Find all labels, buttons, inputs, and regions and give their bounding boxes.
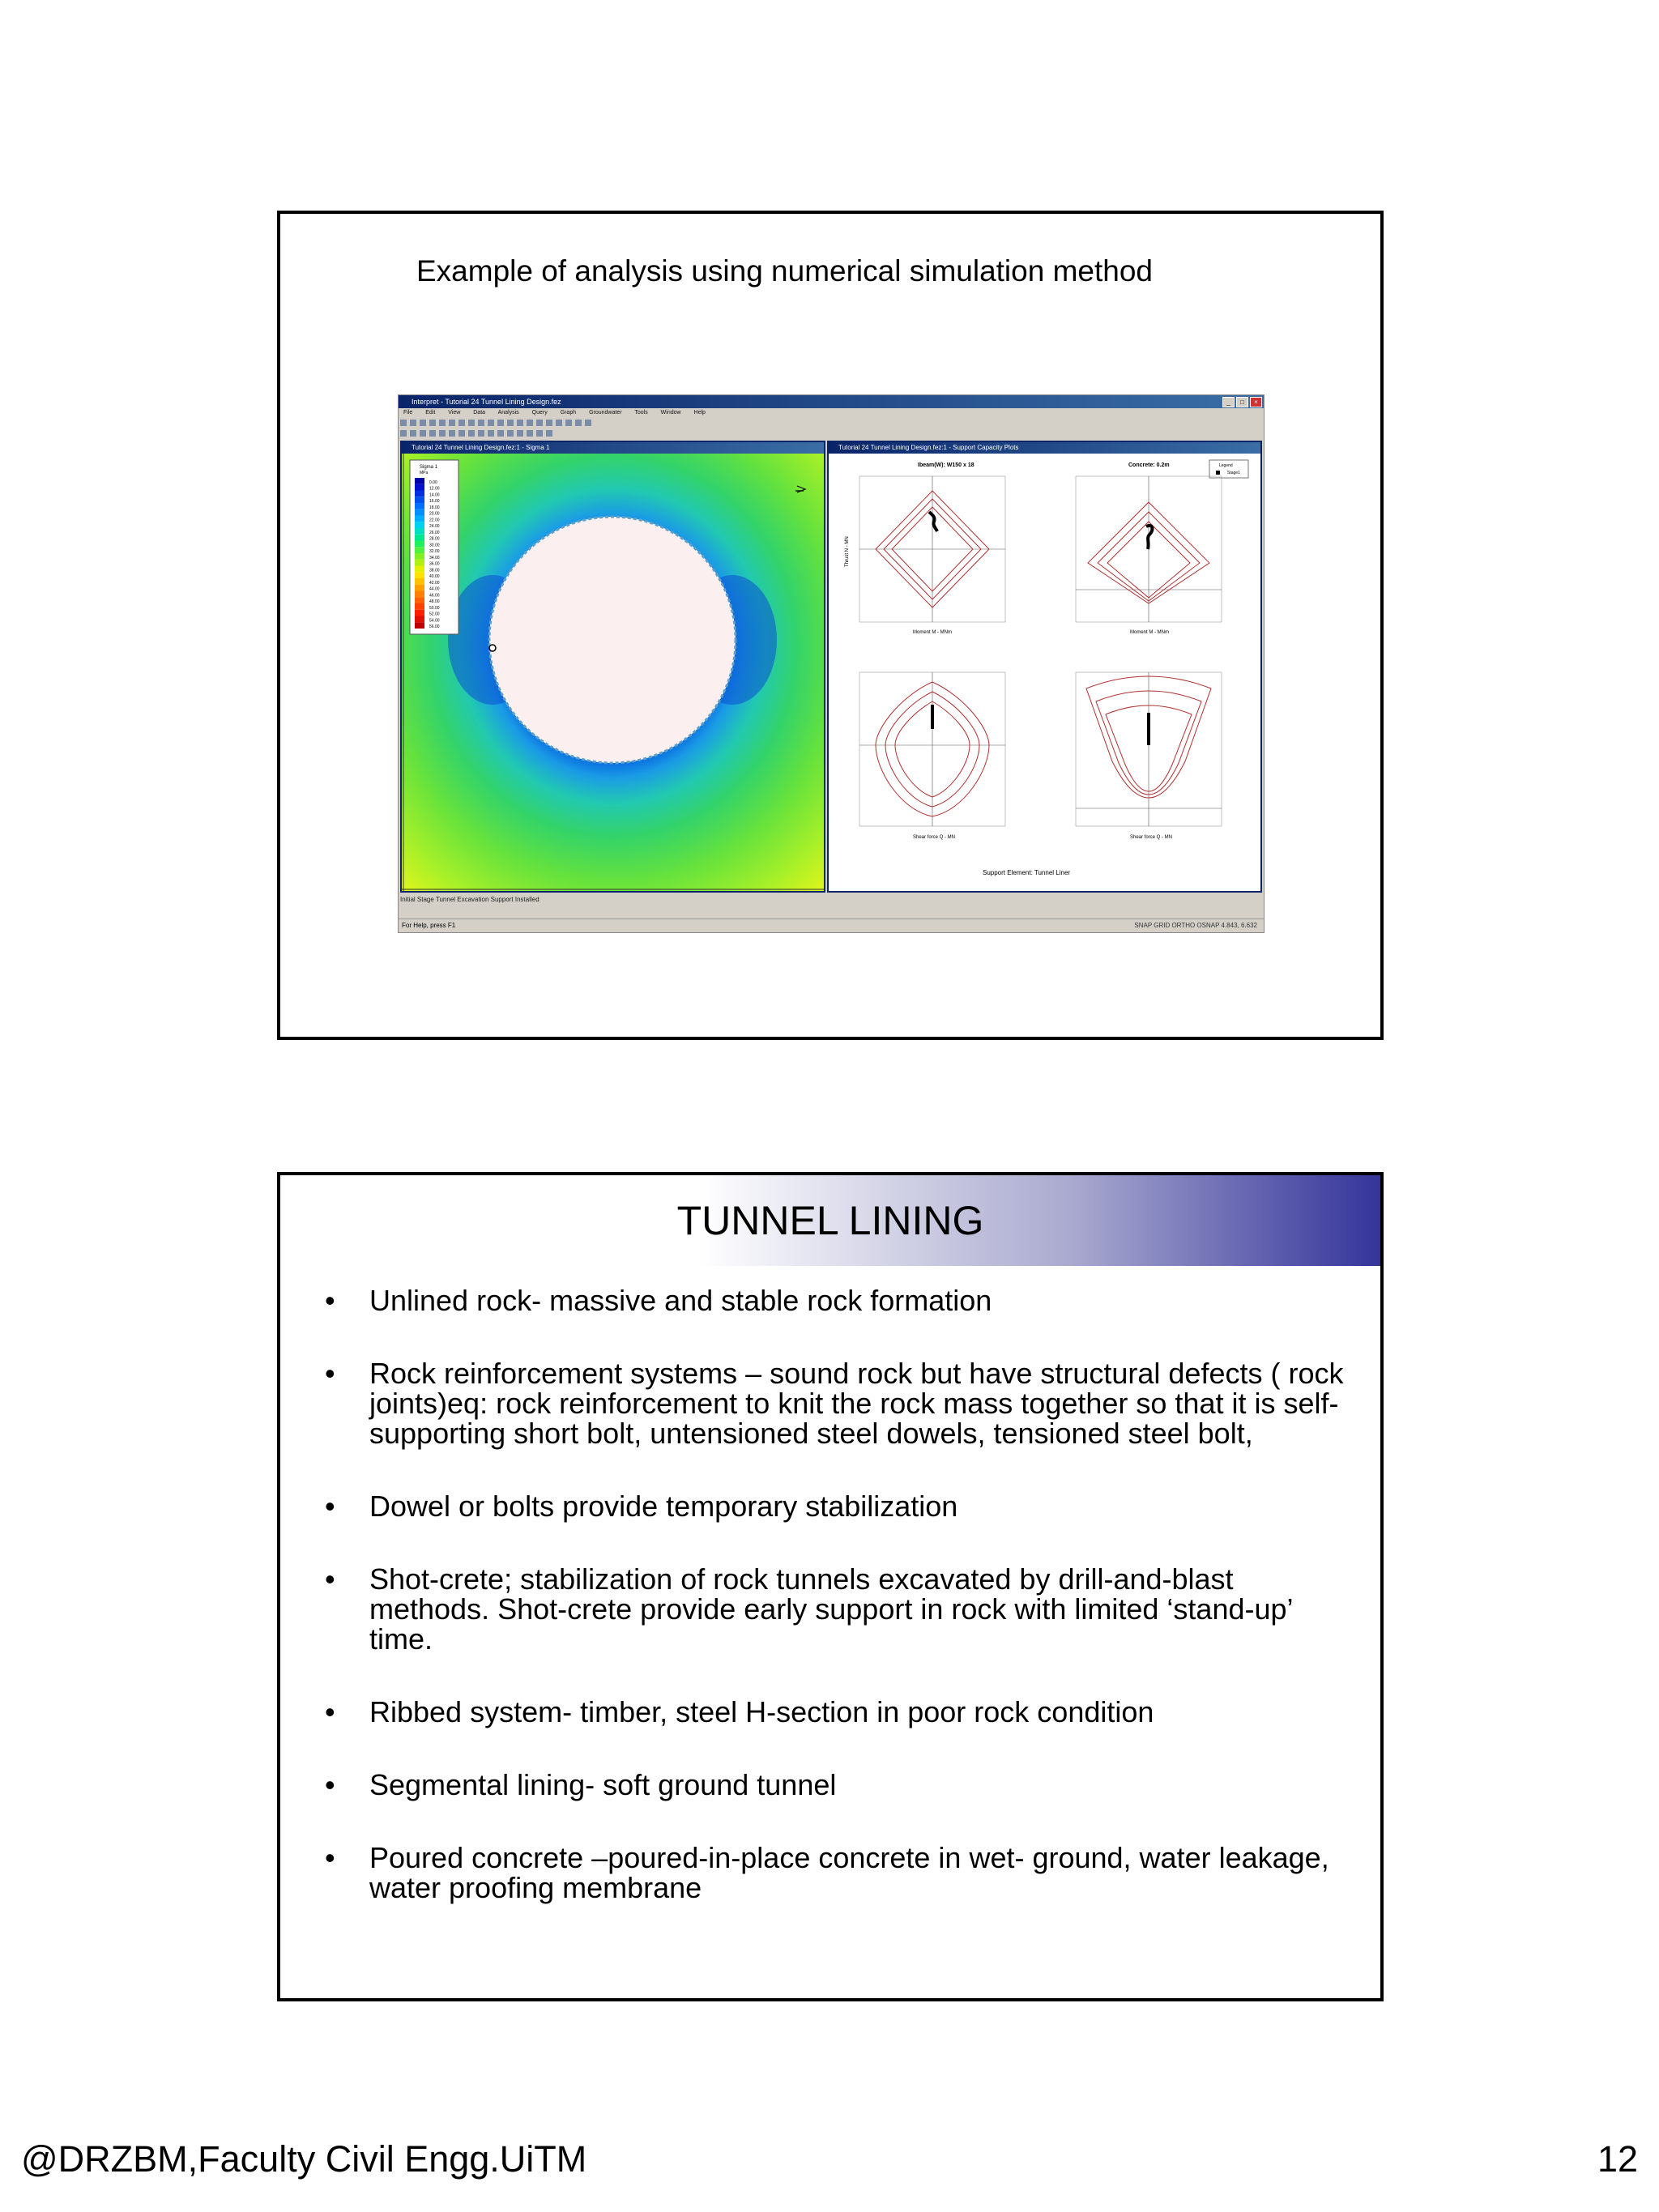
bullet-item: • Rock reinforcement systems – sound rock but have structural defects ( rock joints)eq: rock reinforcement to knit the rock mass together so that it is self-supporting short bolt, untensioned steel dowels, tensioned steel bolt, bbox=[325, 1358, 1354, 1448]
plot-shear-thrust-steel bbox=[859, 672, 1005, 840]
legend-value: 36.00 bbox=[429, 561, 440, 567]
menu-item: Data bbox=[473, 410, 486, 416]
bullet-item: • Ribbed system- timber, steel H-section in poor rock condition bbox=[325, 1697, 1354, 1727]
menu-bar bbox=[399, 408, 1264, 418]
legend-value: 52.00 bbox=[429, 612, 440, 617]
legend-value: 18.00 bbox=[429, 505, 440, 510]
xlabel-shear-concrete: Shear force Q - MN bbox=[1130, 835, 1173, 840]
capacity-plots-pane bbox=[827, 441, 1262, 893]
ylabel-thrust: Thrust N - MN bbox=[845, 536, 850, 567]
menu-item: Query bbox=[531, 410, 548, 416]
legend-value: 38.00 bbox=[429, 568, 440, 573]
bullet-item: • Segmental lining- soft ground tunnel bbox=[325, 1770, 1354, 1800]
pane-title: Tutorial 24 Tunnel Lining Design.fez:1 - Support Capacity Plots bbox=[829, 442, 1260, 454]
menu-item: Tools bbox=[634, 410, 648, 416]
query-point bbox=[489, 645, 496, 651]
menu-item: Edit bbox=[425, 410, 436, 416]
plot-legend-item: Stage1 bbox=[1227, 471, 1240, 475]
legend-value: 24.00 bbox=[429, 524, 440, 529]
support-capacity-plots bbox=[829, 454, 1260, 891]
slide-title: Example of analysis using numerical simulation method bbox=[416, 254, 1153, 288]
legend-swatch bbox=[415, 610, 424, 616]
legend-swatch bbox=[415, 535, 424, 541]
legend-swatch bbox=[415, 478, 424, 484]
contour-pane bbox=[400, 441, 825, 893]
legend-swatch bbox=[415, 572, 424, 578]
plot-moment-thrust-concrete bbox=[1076, 476, 1222, 635]
tunnel-excavation bbox=[489, 517, 736, 763]
bullet-list bbox=[325, 1285, 1354, 1946]
menu-item: Groundwater bbox=[589, 410, 622, 416]
menu-item: View bbox=[448, 410, 461, 416]
menu-item: Window bbox=[660, 410, 681, 416]
legend-value: 48.00 bbox=[429, 599, 440, 604]
legend-swatch bbox=[415, 516, 424, 522]
menu-item: Help bbox=[693, 410, 706, 416]
app-title-bar: Interpret - Tutorial 24 Tunnel Lining Design.fez bbox=[399, 395, 1264, 408]
xlabel-moment-concrete: Moment M - MNm bbox=[1130, 630, 1169, 635]
support-element-label: Support Element: Tunnel Liner bbox=[983, 869, 1071, 876]
legend-value: 44.00 bbox=[429, 586, 440, 592]
legend-title: Sigma 1 bbox=[420, 465, 438, 470]
legend-swatch bbox=[415, 497, 424, 503]
legend-value: 30.00 bbox=[429, 543, 440, 548]
bullet-item: • Poured concrete –poured-in-place concrete in wet- ground, water leakage, water proofing membrane bbox=[325, 1843, 1354, 1903]
toolbar-top bbox=[399, 418, 1264, 428]
legend-value: 50.00 bbox=[429, 605, 440, 611]
legend-swatch bbox=[415, 597, 424, 603]
legend-swatch bbox=[415, 585, 424, 591]
bullet-item: • Unlined rock- massive and stable rock formation bbox=[325, 1285, 1354, 1315]
legend-value: 46.00 bbox=[429, 593, 440, 599]
legend-unit: MPa bbox=[420, 471, 429, 475]
legend-value: 42.00 bbox=[429, 580, 440, 586]
menu-item: Graph bbox=[560, 410, 577, 416]
legend-swatch bbox=[415, 503, 424, 509]
page-number: 12 bbox=[1597, 2138, 1638, 2180]
plot-header-left: Ibeam(W): W150 x 18 bbox=[918, 462, 975, 468]
legend-value: 28.00 bbox=[429, 536, 440, 542]
legend-value: 56.00 bbox=[429, 624, 440, 629]
legend-value: 16.00 bbox=[429, 499, 440, 504]
legend bbox=[410, 460, 458, 634]
legend-value: 32.00 bbox=[429, 549, 440, 554]
xlabel-shear-steel: Shear force Q - MN bbox=[913, 835, 956, 840]
menu-item: File bbox=[403, 410, 413, 416]
legend-swatch bbox=[415, 541, 424, 548]
bullet-item: • Shot-crete; stabilization of rock tunnels excavated by drill-and-blast methods. Shot-crete provide early support in rock with limited ‘stand-up’ time. bbox=[325, 1564, 1354, 1654]
legend-swatch bbox=[415, 566, 424, 573]
legend-swatch bbox=[415, 603, 424, 610]
slide-title: TUNNEL LINING bbox=[676, 1198, 984, 1243]
legend-swatch bbox=[415, 491, 424, 497]
bullet-item: • Dowel or bolts provide temporary stabilization bbox=[325, 1491, 1354, 1521]
legend-swatch bbox=[415, 522, 424, 528]
slide-numerical-example bbox=[277, 211, 1384, 1040]
window-controls bbox=[1222, 397, 1262, 407]
legend-value: 14.00 bbox=[429, 492, 440, 498]
minimize-icon: _ bbox=[1222, 397, 1235, 407]
status-bar bbox=[399, 918, 1264, 931]
sigma1-contour-plot bbox=[402, 454, 824, 891]
footer-credit: @DRZBM,Faculty Civil Engg.UiTM bbox=[21, 2138, 587, 2180]
legend-swatch bbox=[415, 616, 424, 623]
plot-shear-thrust-concrete bbox=[1076, 672, 1222, 840]
maximize-icon: □ bbox=[1236, 397, 1248, 407]
legend-swatch bbox=[415, 560, 424, 566]
xlabel-moment-steel: Moment M - MNm bbox=[913, 630, 952, 635]
close-icon: × bbox=[1250, 397, 1262, 407]
plot-moment-thrust-steel bbox=[845, 476, 1005, 635]
legend-value: 22.00 bbox=[429, 518, 440, 523]
legend-value: 20.00 bbox=[429, 511, 440, 517]
menu-item: Analysis bbox=[497, 410, 519, 416]
legend-value: 40.00 bbox=[429, 574, 440, 579]
software-screenshot bbox=[398, 394, 1265, 933]
plot-header-right: Concrete: 0.2m bbox=[1128, 462, 1170, 468]
plot-legend-title: Legend bbox=[1219, 463, 1233, 468]
status-help: For Help, press F1 bbox=[402, 922, 456, 929]
stage-tabs: Initial Stage Tunnel Excavation Support Installed bbox=[400, 896, 539, 903]
legend-swatch bbox=[415, 578, 424, 585]
legend-value: 34.00 bbox=[429, 555, 440, 560]
legend-swatch bbox=[415, 528, 424, 535]
status-indicators: SNAP GRID ORTHO OSNAP 4.843, 6.632 bbox=[1134, 922, 1257, 929]
legend-value: 0.00 bbox=[429, 479, 437, 485]
legend-value: 12.00 bbox=[429, 486, 440, 492]
legend-value: 26.00 bbox=[429, 530, 440, 535]
toolbar-bottom bbox=[399, 428, 1264, 439]
legend-swatch bbox=[415, 622, 424, 629]
legend-swatch bbox=[415, 484, 424, 491]
legend-swatch bbox=[415, 591, 424, 598]
legend-swatch bbox=[415, 509, 424, 516]
legend-value: 54.00 bbox=[429, 618, 440, 624]
pane-title: Tutorial 24 Tunnel Lining Design.fez:1 - Sigma 1 bbox=[402, 442, 824, 454]
legend-swatch bbox=[415, 553, 424, 560]
slide-tunnel-lining bbox=[277, 1172, 1384, 2001]
legend-swatch bbox=[415, 547, 424, 553]
